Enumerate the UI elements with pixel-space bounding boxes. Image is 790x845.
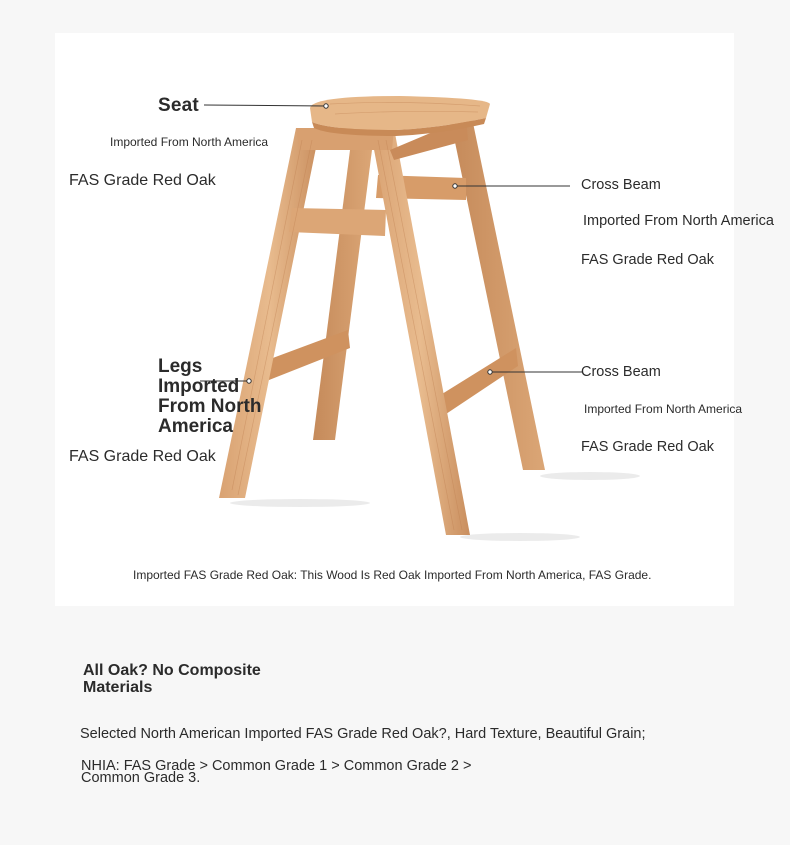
section-description: Selected North American Imported FAS Grade Red Oak?, Hard Texture, Beautiful Grain;	[80, 726, 646, 742]
back-leg-right	[450, 118, 545, 470]
legs-grade-text: FAS Grade Red Oak	[69, 448, 216, 465]
legs-label: Legs Imported From North America	[158, 356, 262, 437]
material-caption: Imported FAS Grade Red Oak: This Wood Is Red Oak Imported From North America, FAS Grade.	[133, 568, 652, 582]
seat-label: Seat	[158, 95, 199, 116]
cross-beam-bottom-origin-text: Imported From North America	[584, 402, 743, 416]
seat-origin-text: Imported From North America	[110, 135, 269, 149]
seat-marker-dot	[324, 104, 328, 108]
cross-beam-top-grade-text: FAS Grade Red Oak	[581, 252, 714, 268]
seat-grade-text: FAS Grade Red Oak	[69, 172, 216, 189]
cross-beam-bottom-label: Cross Beam	[581, 364, 661, 380]
cross-beam-top-label: Cross Beam	[581, 177, 661, 193]
back-leg-left	[313, 150, 372, 440]
cross-beam-top-marker-dot	[453, 184, 457, 188]
section-heading: All Oak? No Composite Materials	[83, 662, 261, 696]
cross-beam-bottom-marker-dot	[488, 370, 492, 374]
cross-beam-top-origin-text: Imported From North America	[583, 213, 774, 229]
front-leg-left	[219, 128, 320, 498]
seat-leader-line	[204, 105, 326, 106]
grade-scale-text: NHIA: FAS Grade > Common Grade 1 > Common Grade 2 > Common Grade 3.	[81, 758, 472, 786]
front-cross-rail	[289, 208, 386, 236]
cross-beam-bottom-grade-text: FAS Grade Red Oak	[581, 439, 714, 455]
